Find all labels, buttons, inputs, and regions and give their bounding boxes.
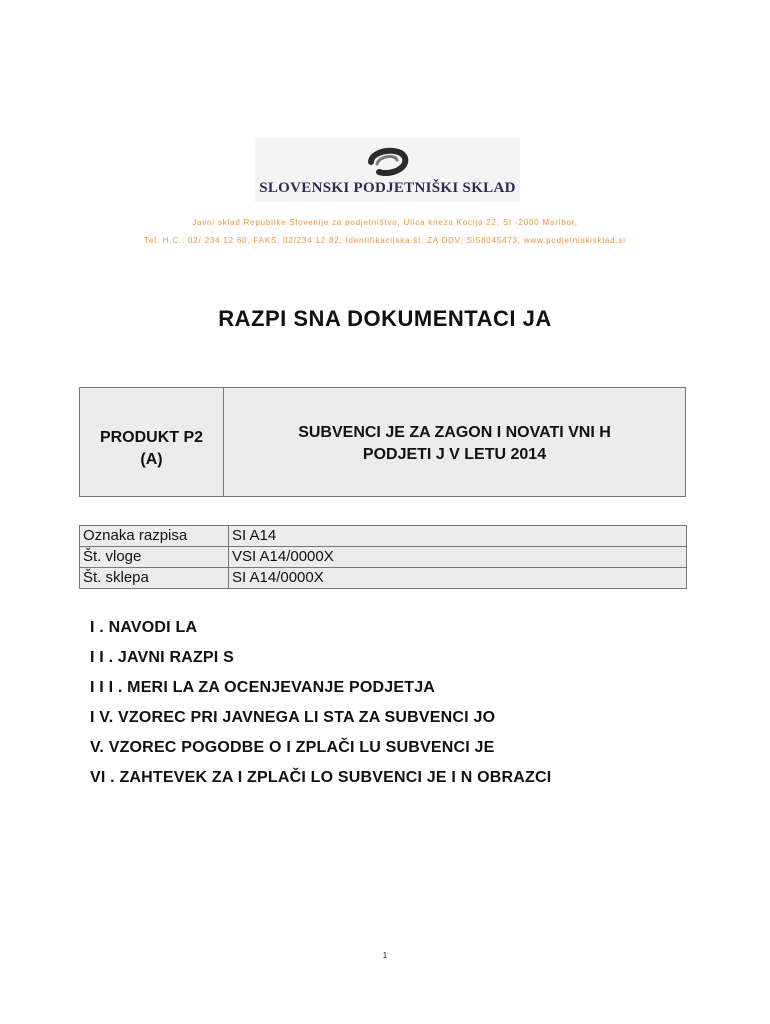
logo-text: SLOVENSKI PODJETNIŠKI SKLAD	[259, 180, 516, 196]
info-value: SI A14	[229, 526, 687, 547]
product-name-line-1: SUBVENCI JE ZA ZAGON I NOVATI VNI H	[298, 424, 611, 441]
info-value: SI A14/0000X	[229, 568, 687, 589]
info-table	[79, 525, 687, 589]
product-code-line-1: PRODUKT P2	[99, 429, 204, 446]
product-box	[79, 387, 686, 497]
toc-item: I I . JAVNI RAZPI S	[90, 649, 234, 666]
address-line-1: Javni sklad Republike Slovenije za podjetništvo, Ulica kneza Koclja 22, SI -2000 Maribor,	[192, 218, 578, 227]
table-of-contents	[90, 618, 551, 798]
product-name	[224, 388, 685, 496]
table-row	[80, 547, 687, 568]
toc-item: I . NAVODI LA	[90, 619, 198, 636]
toc-item: I V. VZOREC PRI JAVNEGA LI STA ZA SUBVENCI JO	[90, 709, 496, 726]
document-title: RAZPI SNA DOKUMENTACI JA	[218, 306, 552, 331]
swirl-logo-icon	[361, 142, 413, 180]
product-name-line-2: PODJETI J V LETU 2014	[362, 446, 547, 463]
toc-item: V. VZOREC POGODBE O I ZPLAČI LU SUBVENCI JE	[90, 739, 495, 756]
product-code-line-2: (A)	[140, 451, 163, 468]
table-row	[80, 526, 687, 547]
product-code	[80, 388, 224, 496]
toc-item: I I I . MERI LA ZA OCENJEVANJE PODJETJA	[90, 679, 436, 696]
table-row	[80, 568, 687, 589]
info-label: Št. sklepa	[80, 568, 229, 589]
address-line-2: Tel. H.C.: 02/ 234 12 60, FAKS: 02/234 12 82, Identifikacijska št. ZA DDV: SI58045473, www.podjetniskisklad.si	[144, 236, 626, 245]
page-number: 1	[382, 951, 388, 960]
info-label: Oznaka razpisa	[80, 526, 229, 547]
logo	[255, 138, 520, 202]
toc-item: VI . ZAHTEVEK ZA I ZPLAČI LO SUBVENCI JE I N OBRAZCI	[90, 769, 552, 786]
info-value: VSI A14/0000X	[229, 547, 687, 568]
info-label: Št. vloge	[80, 547, 229, 568]
